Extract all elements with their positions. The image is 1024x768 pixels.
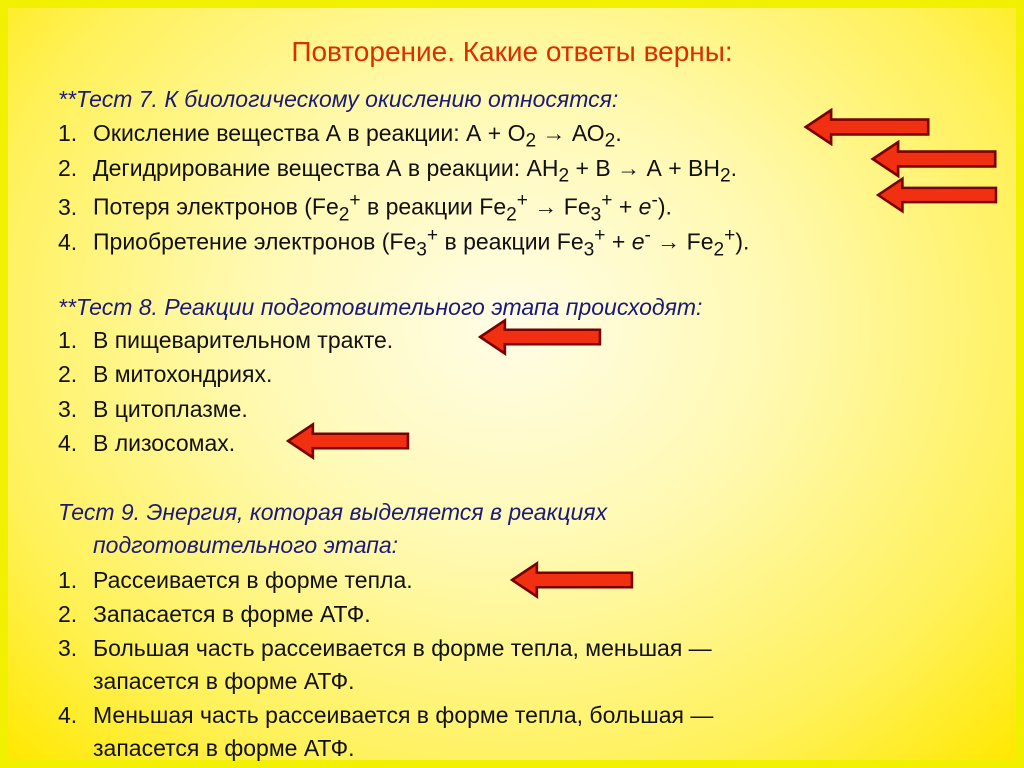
slide (8, 8, 1016, 760)
test7-option-2: 2. Дегидрирование вещества А в реакции: $АН_2 + В \to А + ВН_2$. (58, 155, 738, 187)
answer-arrow-icon (510, 561, 634, 599)
test7-option-4: 4. Приобретение электронов ($Fe_3^+$ в реакции $Fe_3^+ + e^- \to Fe_2^+$). (58, 225, 750, 261)
test8-option-2: 2. В митохондриях. (58, 361, 273, 387)
test9-option-3-line2: запасется в форме АТФ. (93, 668, 355, 694)
test8-option-4: 4. В лизосомах. (58, 430, 236, 456)
test8-option-1: 1. В пищеварительном тракте. (58, 327, 394, 353)
answer-arrow-icon (876, 176, 998, 214)
test9-question-line1: Тест 9. Энергия, которая выделяется в реакциях (58, 499, 608, 525)
test7-option-1: 1. Окисление вещества А в реакции: $А + О_2 \to АО_2$. (58, 120, 622, 152)
test9-question-line2: подготовительного этапа: (93, 532, 399, 558)
test9-option-2: 2. Запасается в форме АТФ. (58, 601, 371, 627)
test9-option-4: 4. Меньшая часть рассеивается в форме тепла, большая — (58, 702, 714, 728)
test8-option-3: 3. В цитоплазме. (58, 396, 248, 422)
answer-arrow-icon (286, 422, 410, 460)
test7-option-3: 3. Потеря электронов ($Fe_2^+$ в реакции $Fe_2^+ \to Fe_3^+ + e^-$). (58, 190, 672, 226)
test9-option-4-line2: запасется в форме АТФ. (93, 735, 355, 761)
test7-question: **Тест 7. К биологическому окислению относятся: (58, 86, 619, 112)
answer-arrow-icon (870, 140, 998, 178)
test9-option-3: 3. Большая часть рассеивается в форме тепла, меньшая — (58, 635, 712, 661)
test9-option-1: 1. Рассеивается в форме тепла. (58, 567, 413, 593)
answer-arrow-icon (478, 318, 602, 356)
test8-question: **Тест 8. Реакции подготовительного этапа происходят: (58, 294, 703, 320)
slide-title: Повторение. Какие ответы верны: (291, 36, 733, 67)
